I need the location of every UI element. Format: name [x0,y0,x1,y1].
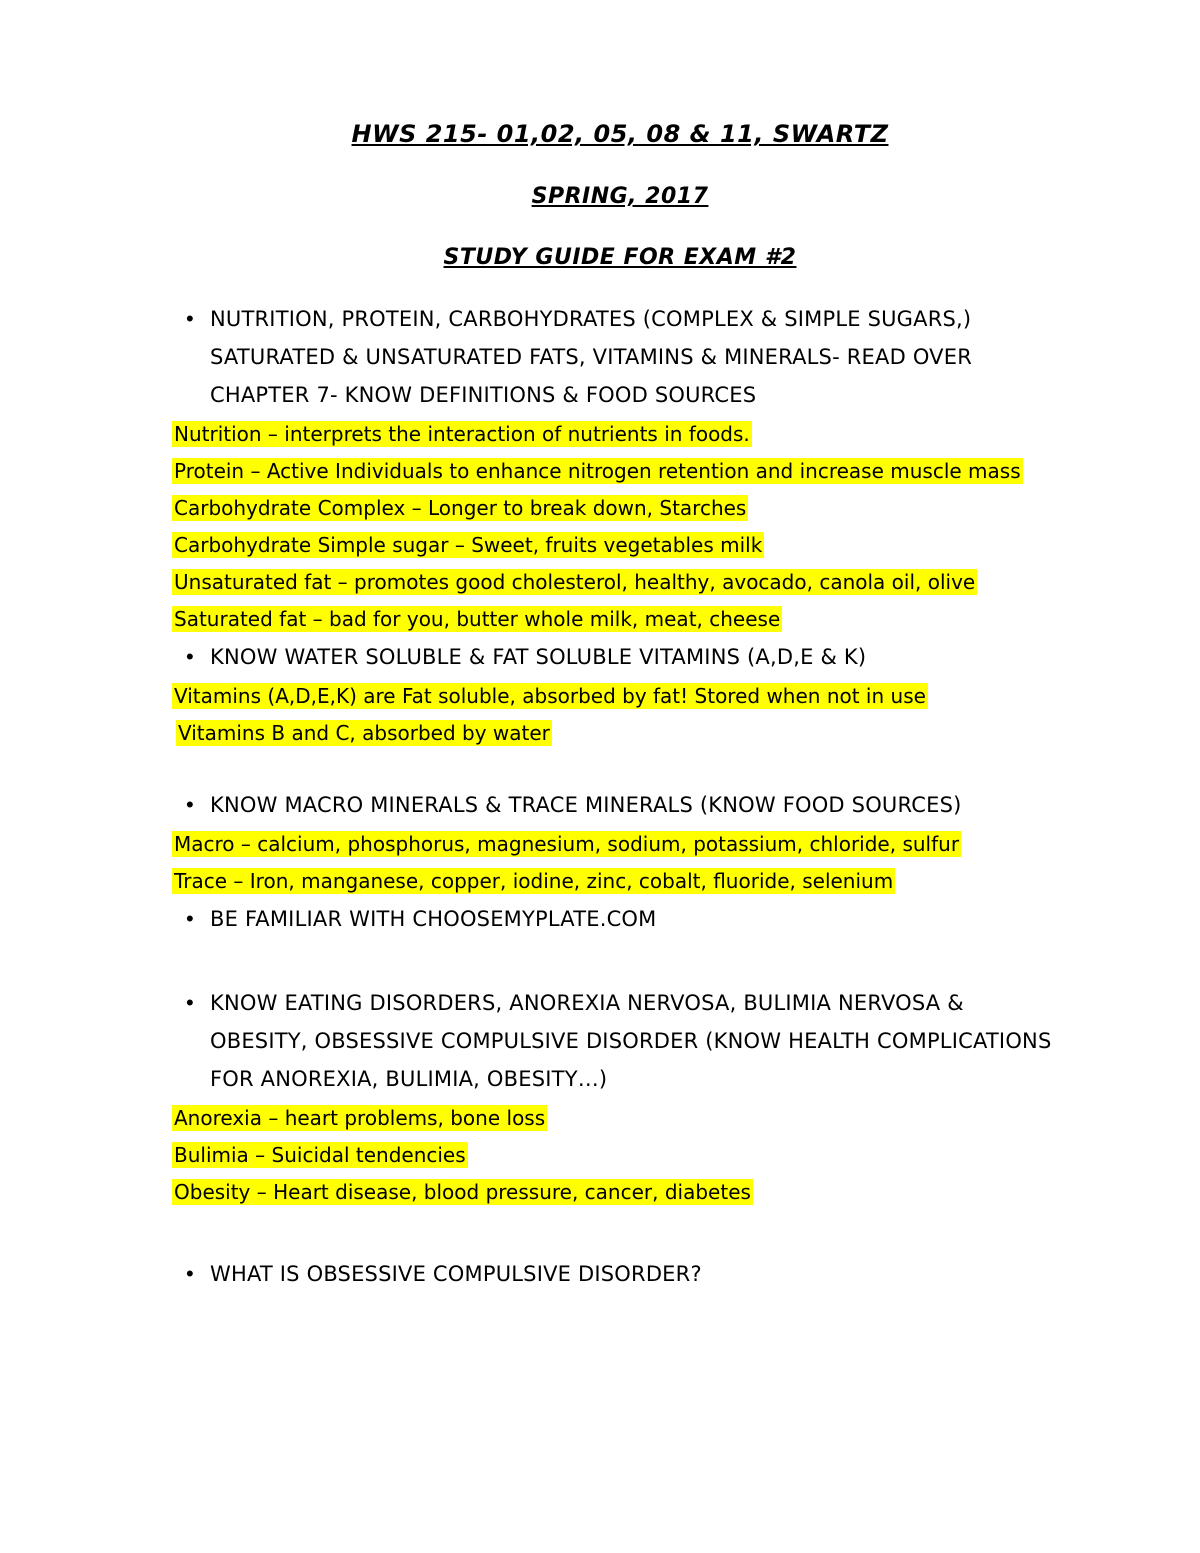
note-line [172,527,1068,564]
highlighted-note: Trace – Iron, manganese, copper, iodine, zinc, cobalt, fluoride, selenium [174,869,894,893]
highlighted-note: Protein – Active Individuals to enhance nitrogen retention and increase muscle mass [174,459,1021,483]
header-line-1-wrap [172,120,1068,184]
note-line [172,564,1068,601]
list-item-label: NUTRITION, PROTEIN, CARBOHYDRATES (COMPLEX & SIMPLE SUGARS,) SATURATED & UNSATURATED FATS, VITAMINS & MINERALS- READ OVER CHAPTER 7- KNOW DEFINITIONS & FOOD SOURCES [210,307,973,407]
bullet-icon: • [186,906,194,931]
header-line-3-wrap [172,245,1068,300]
note-line [172,1174,1068,1211]
list-item [172,1255,1068,1293]
note-line [172,826,1068,863]
section-spacer [172,752,1068,786]
note-line [172,453,1068,490]
highlighted-note: Carbohydrate Complex – Longer to break down, Starches [174,496,747,520]
note-line [172,1100,1068,1137]
list-item [172,984,1068,1098]
highlighted-note: Nutrition – interprets the interaction of nutrients in foods. [174,422,750,446]
note-line [172,490,1068,527]
list-item-label: KNOW EATING DISORDERS, ANOREXIA NERVOSA, BULIMIA NERVOSA & OBESITY, OBSESSIVE COMPULSIVE DISORDER (KNOW HEALTH COMPLICATIONS FOR ANOREXIA, BULIMIA, OBESITY…) [210,991,1052,1091]
section-spacer [172,940,1068,984]
list-item-label: KNOW WATER SOLUBLE & FAT SOLUBLE VITAMINS (A,D,E & K) [210,645,867,669]
bullet-icon: • [186,1261,194,1286]
list-item [172,786,1068,824]
list-item-label: KNOW MACRO MINERALS & TRACE MINERALS (KNOW FOOD SOURCES) [210,793,962,817]
note-line [172,416,1068,453]
note-line [176,715,1068,752]
study-guide-title: STUDY GUIDE FOR EXAM #2 [443,245,797,270]
bullet-icon: • [186,306,194,331]
note-line [172,863,1068,900]
highlighted-note: Anorexia – heart problems, bone loss [174,1106,546,1130]
highlighted-note: Unsaturated fat – promotes good cholesterol, healthy, avocado, canola oil, olive [174,570,976,594]
note-line [172,1137,1068,1174]
bullet-icon: • [186,990,194,1015]
list-item [172,638,1068,676]
course-title: HWS 215- 01,02, 05, 08 & 11, SWARTZ [351,120,889,148]
note-line [172,601,1068,638]
list-item [172,900,1068,938]
highlighted-note: Obesity – Heart disease, blood pressure, cancer, diabetes [174,1180,751,1204]
document-header [172,120,1068,300]
term-title: SPRING, 2017 [531,184,709,209]
highlighted-note: Carbohydrate Simple sugar – Sweet, fruits vegetables milk [174,533,763,557]
highlighted-note: Macro – calcium, phosphorus, magnesium, sodium, potassium, chloride, sulfur [174,832,960,856]
note-group [172,1100,1068,1211]
highlighted-note: Vitamins B and C, absorbed by water [178,721,550,745]
highlighted-note: Bulimia – Suicidal tendencies [174,1143,466,1167]
note-group [172,678,1068,752]
note-group [172,826,1068,900]
list-item [172,300,1068,414]
list-item-label: BE FAMILIAR WITH CHOOSEMYPLATE.COM [210,907,657,931]
highlighted-note: Vitamins (A,D,E,K) are Fat soluble, absorbed by fat! Stored when not in use [174,684,926,708]
bullet-icon: • [186,644,194,669]
header-line-2-wrap [172,184,1068,245]
section-spacer [172,1211,1068,1255]
note-line [172,678,1068,715]
highlighted-note: Saturated fat – bad for you, butter whole milk, meat, cheese [174,607,781,631]
bullet-icon: • [186,792,194,817]
note-group [172,416,1068,638]
list-item-label: WHAT IS OBSESSIVE COMPULSIVE DISORDER? [210,1262,702,1286]
